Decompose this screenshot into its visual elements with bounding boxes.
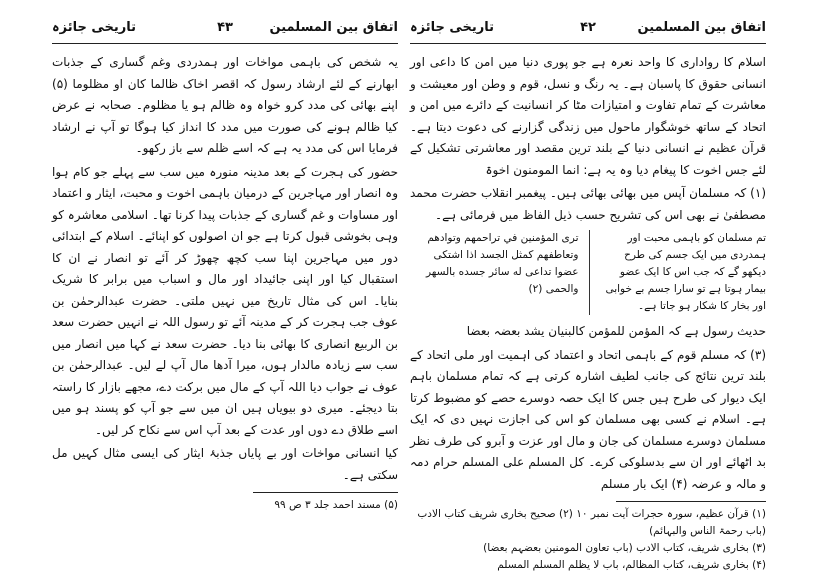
right-header-rule xyxy=(410,43,766,44)
left-footnote: (۵) مسند احمد جلد ۳ ص ۹۹ xyxy=(274,499,398,511)
left-page-header xyxy=(52,18,398,40)
left-header-rule xyxy=(52,43,398,44)
right-page-header xyxy=(410,18,766,40)
hadith-urdu-translation: تم مسلمان کو باہمی محبت اور ہمدردی میں ایک جسم کی طرح دیکھو گے کہ جب اس کا ایک عضو بیمار ہوتا ہے تو سارا جسم بے خوابی اور بخار کا شکار ہو جاتا ہے۔ xyxy=(589,230,767,315)
left-header-section: تاریخی جائزہ xyxy=(52,20,137,35)
left-page xyxy=(52,18,398,566)
right-page-body-continued xyxy=(410,321,766,495)
left-header-title: اتفاق بین المسلمین xyxy=(269,20,398,35)
left-paragraph: کیا انسانی مواخات اور بے پایاں جذبۂ ایثار کی ایسی مثال کہیں مل سکتی ہے۔ xyxy=(52,446,398,482)
right-paragraph: (۱) کہ مسلمان آپس میں بھائی بھائی ہیں۔ پیغمبر انقلاب حضرت محمد مصطفیٰ نے بھی اس کی تشریح حسب ذیل الفاظ میں فرمائی ہے۔ xyxy=(410,186,766,222)
right-header-section: تاریخی جائزہ xyxy=(410,20,495,35)
right-footnote-rule xyxy=(616,501,766,502)
right-page-number: ۴۲ xyxy=(580,20,596,35)
left-paragraph: یہ شخص کی باہمی مواخات اور ہمدردی وغم گساری کے جذبات ابھارنے کے لئے ارشاد رسول کہ اقصر اخاک ظالما کان او مظلوما (۵) اپنے بھائی کی مدد کرو خواہ وہ ظالم ہو یا مظلوم۔ صحابہ نے عرض کیا ظالم ہونے کی صورت میں مدد کا انداز کیا ہوگا تو آپ نے ارشاد فرمایا اس کی مدد یہ ہے کہ اسے ظلم سے باز رکھو۔ xyxy=(52,55,398,155)
left-page-body xyxy=(52,52,398,486)
right-paragraph: اسلام کا رواداری کا واحد نعرہ ہے جو پوری دنیا میں امن کا داعی اور انسانی حقوق کا پاسبان ہے۔ یہ رنگ و نسل، قوم و وطن اور معیشت و معاشرت کے تمام تفاوت و امتیازات مٹا کر انسانیت کے دائرے میں امن و اتحاد کے ساتھ خوشگوار ماحول میں زندگی گزارنے کی دعوت دیتا ہے۔ قرآن عظیم نے انسانی دنیا کے بلند ترین مقصد اور معاشرتی تشکیل کے لئے جس اخوت کا پیغام دیا وہ یہ ہے: انما المومنون اخوۃ xyxy=(410,55,766,177)
left-footnotes xyxy=(52,497,398,514)
left-paragraph: حضور کی ہجرت کے بعد مدینہ منورہ میں سب سے پہلے جو کام ہوا وہ انصار اور مہاجرین کے درمیان باہمی اخوت و محبت، ایثار و اعتماد اور مساوات و غم گساری کے جذبات پیدا کرنا تھا۔ اسلامی معاشرہ کو وہی بخوشی قبول کرتا ہے جو ان اصولوں کو اپنائے۔ اسلام کے ابتدائی دور میں مہاجرین اپنا سب کچھ چھوڑ کر آئے تو انصار نے ان کا استقبال کیا اور اپنی جائیداد اور مال و اسباب میں برابر کا شریک بنایا۔ اس کی مثال تاریخ میں نہیں ملتی۔ حضرت عبدالرحمٰن بن عوف جب ہجرت کر کے مدینہ آئے تو رسول اللہ نے انہیں حضرت سعد بن الربیع انصاری کا بھائی بنا دیا۔ حضرت سعد نے کہا میں انصار میں سب سے زیادہ مالدار ہوں، میرا آدھا مال آپ لے لیں۔ عبدالرحمٰن بن عوف نے جواب دیا اللہ آپ کے مال میں برکت دے، مجھے بازار کا راستہ بتا دیجئے۔ میری دو بیویاں ہیں ان میں سے جو آپ کو پسند ہو میں اسے طلاق دے دوں اور عدت کے بعد آپ اس سے نکاح کر لیں۔ xyxy=(52,164,398,437)
hadith-quote-block xyxy=(410,230,766,315)
right-page-body xyxy=(410,52,766,226)
right-header-title: اتفاق بین المسلمین xyxy=(637,20,766,35)
right-paragraph: حدیث رسول ہے کہ المؤمن للمؤمن کالبنیان یشد بعضہ بعضا xyxy=(466,324,766,338)
left-page-number: ۴۳ xyxy=(217,20,233,35)
right-footnotes xyxy=(410,506,766,574)
right-paragraph: (۳) کہ مسلم قوم کے باہمی اتحاد و اعتماد کی اہمیت اور ملی اتحاد کے بلند ترین نتائج کی جانب لطیف اشارہ کرتی ہے کہ تمام مسلمان باہم ایک دیوار کی طرح ہیں جس کا ایک حصہ دوسرے حصے کو مضبوط کرتا ہے۔ اسلام نے کسی بھی مسلمان کو اس کی اجازت نہیں دی کہ ایک مسلمان دوسرے مسلمان کی جان و مال اور عزت و آبرو کی طرف نظر بد اٹھائے اور ان سے بدسلوکی کرے۔ کل المسلم علی المسلم حرام دمہ و مالہ و عرضہ (۴) ایک بار مسلم xyxy=(410,347,766,491)
left-footnote-rule xyxy=(253,492,398,493)
right-footnote: (۴) بخاری شریف، کتاب المظالم، باب لا یظلم المسلم المسلم xyxy=(497,559,766,571)
right-footnote: (۳) بخاری شریف، کتاب الادب (باب تعاون المومنین بعضہم بعضا) xyxy=(483,542,766,554)
hadith-arabic-text: ترى المؤمنين في تراحمهم وتوادهم وتعاطفهم كمثل الجسد اذا اشتكى عضوا تداعى له سائر جسده بالسهر والحمى (۲) xyxy=(425,232,579,295)
right-footnote: (۱) قرآن عظیم، سورہ حجرات آیت نمبر ۱۰ (۲) صحیح بخاری شریف کتاب الادب (باب رحمۃ الناس والبہائم) xyxy=(417,508,766,537)
right-page xyxy=(410,18,766,571)
